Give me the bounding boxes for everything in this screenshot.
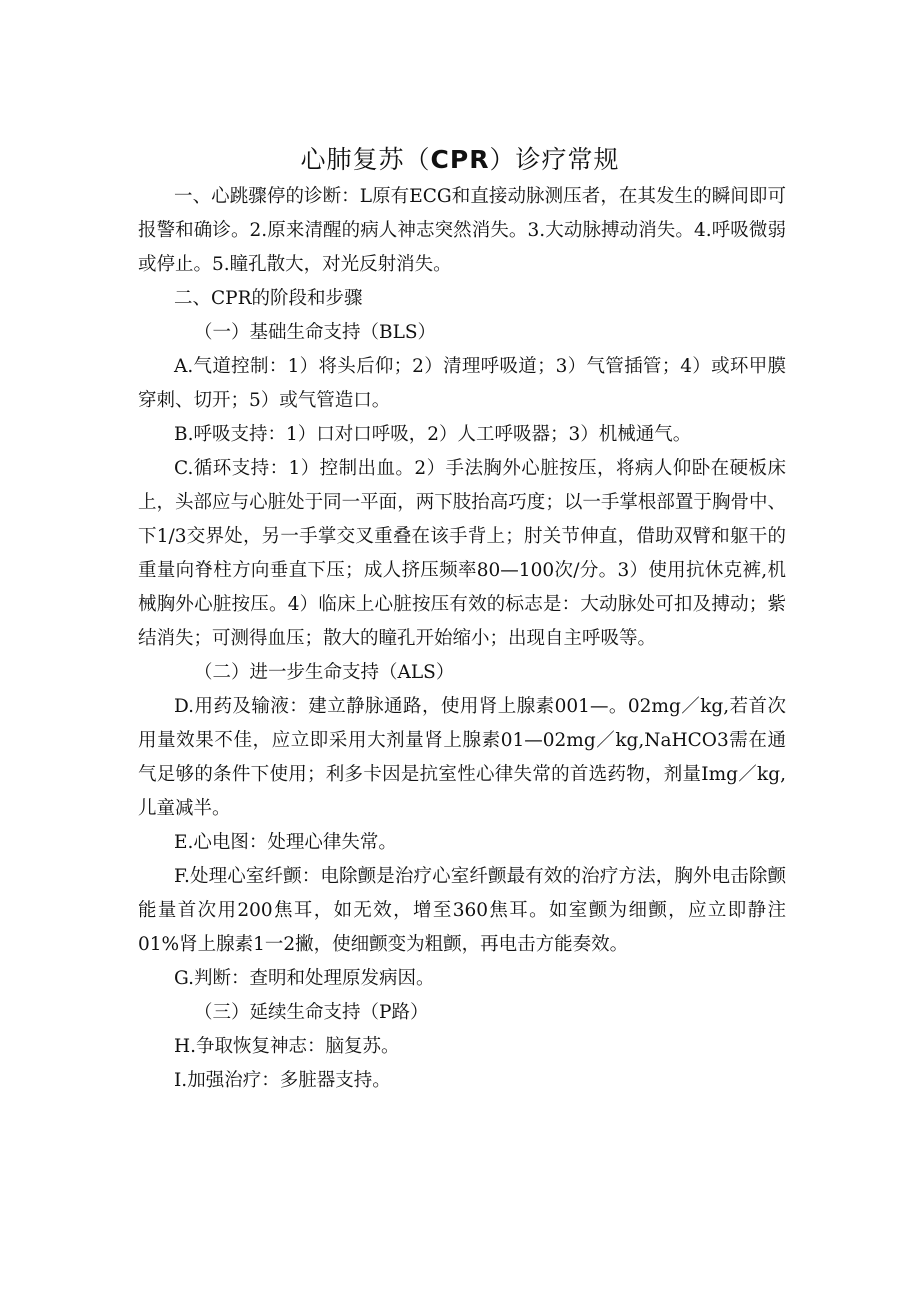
subsection-heading-pls: （三）延续生命支持（P路）: [194, 1002, 429, 1023]
document-body: [138, 180, 786, 1098]
paragraph-ecg: E.心电图：处理心律失常。: [174, 832, 397, 853]
paragraph-fibrillation: F.处理心室纤颤：电除颤是治疗心室纤颤最有效的治疗方法，胸外电击除颤能量首次用200焦耳，如无效，增至360焦耳。如室颤为细颤，应立即静注01%肾上腺素1一2撇，使细颤变为粗颤，再电击方能奏效。: [138, 866, 786, 955]
subsection-heading-als: （二）进一步生命支持（ALS）: [194, 662, 455, 683]
title-abbreviation: CPR: [430, 145, 490, 174]
paragraph-drugs: D.用药及输液：建立静脉通路，使用肾上腺素001—。02mg／kg,若首次用量效果不佳，应立即采用大剂量肾上腺素01—02mg／kg,NaHCO3需在通气足够的条件下使用；利多卡因是抗室性心律失常的首选药物，剂量Img／kg,儿童减半。: [138, 696, 786, 819]
paragraph-judgement: G.判断：查明和处理原发病因。: [174, 968, 435, 989]
paragraph-airway: A.气道控制：1）将头后仰；2）清理呼吸道；3）气管插管；4）或环甲膜穿刺、切开；5）或气管造口。: [138, 356, 786, 411]
paragraph-circulation: C.循环支持：1）控制出血。2）手法胸外心脏按压，将病人仰卧在硬板床上，头部应与心脏处于同一平面，两下肢抬高巧度；以一手掌根部置于胸骨中、下1/3交界处，另一手掌交叉重叠在该手背上；肘关节伸直，借助双臂和躯干的重量向脊柱方向垂直下压；成人挤压频率80—100次/分。3）使用抗休克裤,机械胸外心脏按压。4）临床上心脏按压有效的标志是：大动脉处可扣及搏动；紫结消失；可测得血压；散大的瞳孔开始缩小；出现自主呼吸等。: [138, 458, 786, 649]
paragraph-breathing: B.呼吸支持：1）口对口呼吸，2）人工呼吸器；3）机械通气。: [174, 424, 692, 445]
title-prefix: 心肺复苏（: [300, 145, 431, 174]
section-heading-cpr-stages: 二、CPR的阶段和步骤: [174, 288, 363, 309]
title-suffix: ）诊疗常规: [489, 145, 620, 174]
paragraph-consciousness: H.争取恢复神志：脑复苏。: [174, 1036, 400, 1057]
page-title: [0, 140, 920, 176]
paragraph-diagnosis: 一、心跳骤停的诊断：L原有ECG和直接动脉测压者，在其发生的瞬间即可报警和确诊。2.原来清醒的病人神志突然消失。3.大动脉搏动消失。4.呼吸微弱或停止。5.瞳孔散大，对光反射消失。: [138, 186, 786, 275]
subsection-heading-bls: （一）基础生命支持（BLS）: [194, 322, 437, 343]
paragraph-intensive-care: I.加强治疗：多脏器支持。: [174, 1070, 391, 1091]
